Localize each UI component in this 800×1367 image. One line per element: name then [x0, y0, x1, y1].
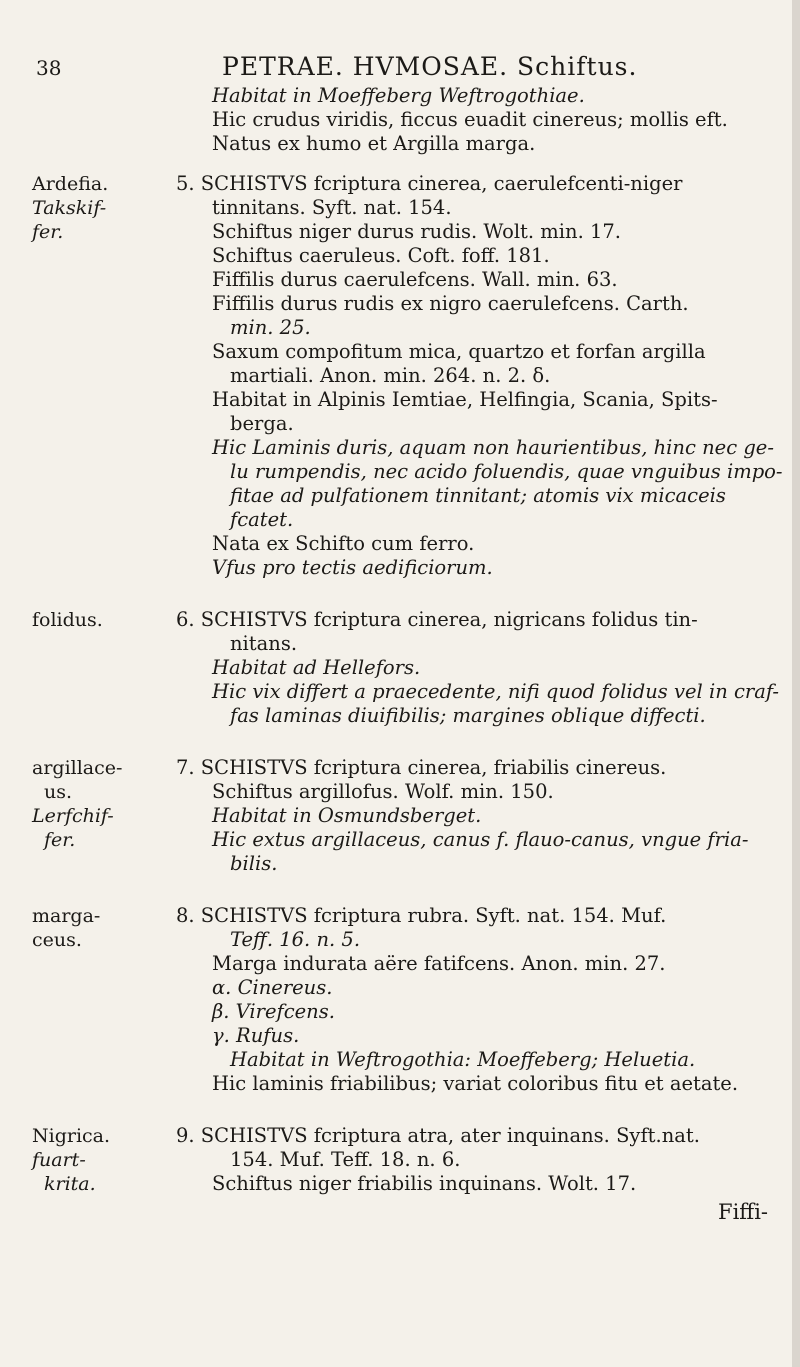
running-head: PETRAE. HVMOSAE. Schiftus. [222, 52, 638, 81]
text-line: tinnitans. Syft. nat. 154. [212, 196, 452, 219]
margin-note: argillace- [32, 757, 123, 779]
margin-note: Ardefia. [32, 173, 109, 195]
text-line: Habitat in Osmundsberget. [212, 804, 482, 827]
text-line: nitans. [230, 632, 298, 655]
text-line: lu rumpendis, nec acido foluendis, quae vnguibus impo- [230, 460, 783, 483]
text-line: Teff. 16. n. 5. [230, 928, 361, 951]
text-line: Schiftus niger friabilis inquinans. Wolt. 17. [212, 1172, 637, 1195]
entry-heading: 9. SCHISTVS fcriptura atra, ater inquinans. Syft.nat. [176, 1124, 700, 1147]
text-line: Natus ex humo et Argilla marga. [212, 132, 536, 155]
text-line: Fiffilis durus caerulefcens. Wall. min. 63. [212, 268, 618, 291]
text-line: Habitat ad Hellefors. [212, 656, 421, 679]
text-line: Habitat in Weftrogothia: Moeffeberg; Heluetia. [230, 1048, 696, 1071]
text-line: Schiftus argillofus. Wolf. min. 150. [212, 780, 554, 803]
margin-note: Takskif- [32, 197, 107, 219]
margin-note: ceus. [32, 929, 82, 951]
text-line: Hic extus argillaceus, canus f. flauo-canus, vngue fria- [212, 828, 749, 851]
text-line: bilis. [230, 852, 278, 875]
catchword: Fiffi- [718, 1200, 769, 1224]
text-line: Hic vix differt a praecedente, nifi quod folidus vel in craf- [212, 680, 779, 703]
entry-heading: 8. SCHISTVS fcriptura rubra. Syft. nat. 154. Muf. [176, 904, 667, 927]
page-edge [792, 0, 800, 1367]
page-number: 38 [36, 56, 62, 80]
margin-note: Nigrica. [32, 1125, 111, 1147]
margin-note: Lerfchif- [32, 805, 114, 827]
entry-heading: 6. SCHISTVS fcriptura cinerea, nigricans folidus tin- [176, 608, 698, 631]
text-line: Hic laminis friabilibus; variat coloribus fitu et aetate. [212, 1072, 739, 1095]
text-line: Schiftus caeruleus. Coft. foff. 181. [212, 244, 550, 267]
text-line: Hic crudus viridis, ficcus euadit cinereus; mollis eft. [212, 108, 728, 131]
text-line: Vfus pro tectis aedificiorum. [212, 556, 493, 579]
text-line: berga. [230, 412, 294, 435]
text-line: γ. Rufus. [212, 1024, 300, 1047]
margin-note: krita. [44, 1173, 96, 1195]
entry-heading: 7. SCHISTVS fcriptura cinerea, friabilis cinereus. [176, 756, 667, 779]
text-line: fcatet. [230, 508, 294, 531]
margin-note: fuart- [32, 1149, 86, 1171]
text-line: Habitat in Moeffeberg Weftrogothiae. [212, 84, 585, 107]
text-line: Fiffilis durus rudis ex nigro caerulefcens. Carth. [212, 292, 689, 315]
text-line: β. Virefcens. [212, 1000, 335, 1023]
margin-note: fer. [44, 829, 76, 851]
text-line: 154. Muf. Teff. 18. n. 6. [230, 1148, 461, 1171]
text-line: martiali. Anon. min. 264. n. 2. δ. [230, 364, 551, 387]
entry-heading: 5. SCHISTVS fcriptura cinerea, caerulefcenti-niger [176, 172, 683, 195]
text-line: Saxum compofitum mica, quartzo et forfan argilla [212, 340, 706, 363]
text-line: Marga indurata aëre fatifcens. Anon. min. 27. [212, 952, 666, 975]
text-line: Schiftus niger durus rudis. Wolt. min. 17. [212, 220, 621, 243]
margin-note: marga- [32, 905, 101, 927]
text-line: Hic Laminis duris, aquam non haurientibus, hinc nec ge- [212, 436, 774, 459]
text-line: fitae ad pulfationem tinnitant; atomis vix micaceis [230, 484, 726, 507]
margin-note: us. [44, 781, 73, 803]
text-line: α. Cinereus. [212, 976, 333, 999]
text-line: Nata ex Schifto cum ferro. [212, 532, 475, 555]
margin-note: fer. [32, 221, 64, 243]
text-line: min. 25. [230, 316, 311, 339]
text-line: Habitat in Alpinis Iemtiae, Helfingia, Scania, Spits- [212, 388, 718, 411]
text-line: fas laminas diuifibilis; margines oblique diffecti. [230, 704, 706, 727]
margin-note: folidus. [32, 609, 103, 631]
